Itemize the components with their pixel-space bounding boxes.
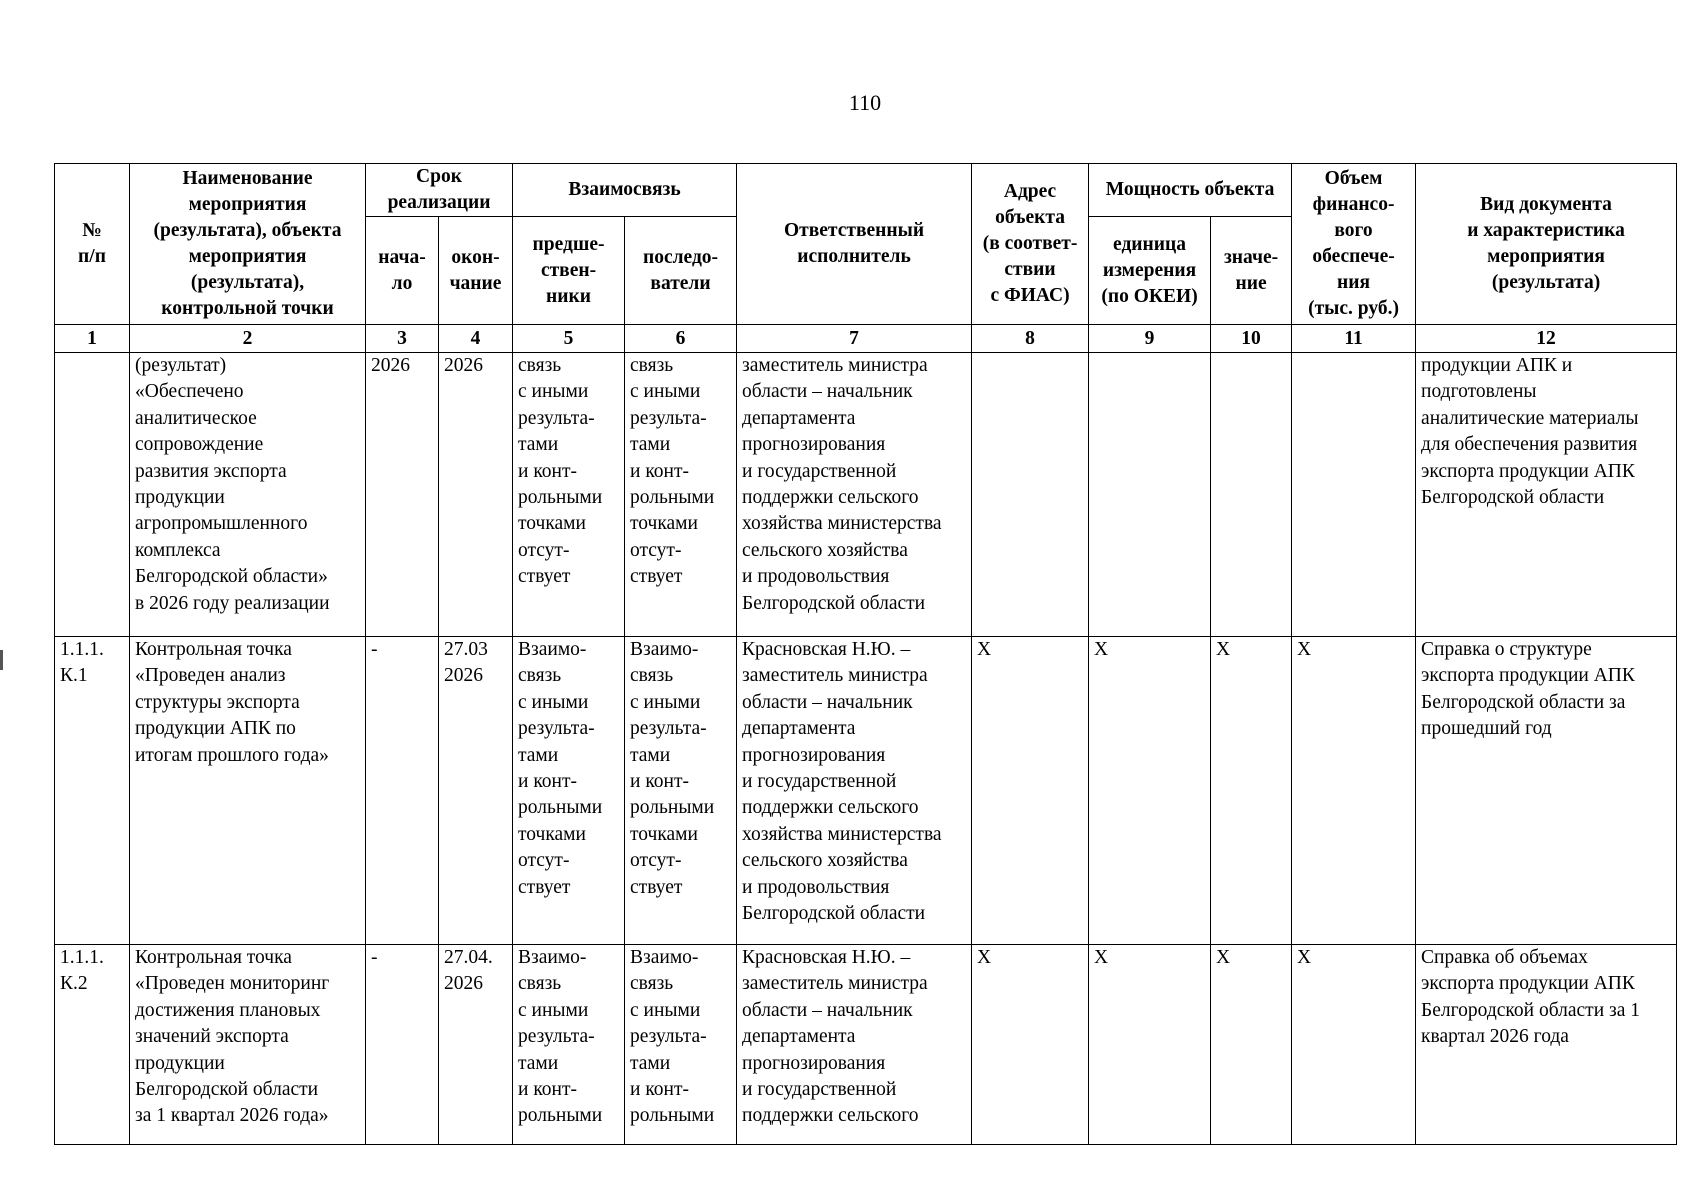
- cell-name: (результат) «Обеспечено аналитическое сопровождение развития экспорта продукции агропромышленного комплекса Белгородской области» в 2026 году реализации: [130, 353, 366, 637]
- header-term: Срок реализации: [366, 164, 513, 217]
- column-number: 9: [1089, 325, 1211, 353]
- column-number: 1: [55, 325, 130, 353]
- header-responsible: Ответственный исполнитель: [737, 164, 972, 325]
- cell-name: Контрольная точка «Проведен мониторинг достижения плановых значений экспорта продукции Белгородской области за 1 квартал 2026 года»: [130, 945, 366, 1145]
- scan-margin-mark: [0, 650, 3, 670]
- cell-value: Х: [1211, 945, 1292, 1145]
- header-power: Мощность объекта: [1089, 164, 1292, 217]
- column-number: 7: [737, 325, 972, 353]
- cell-finance: [1292, 353, 1416, 637]
- header-num: № п/п: [55, 164, 130, 325]
- cell-address: Х: [972, 637, 1089, 945]
- cell-address: Х: [972, 945, 1089, 1145]
- cell-unit: Х: [1089, 945, 1211, 1145]
- cell-document: Справка об объемах экспорта продукции АПК Белгородской области за 1 квартал 2026 года: [1416, 945, 1677, 1145]
- cell-end: 27.04. 2026: [439, 945, 513, 1145]
- cell-end: 27.03 2026: [439, 637, 513, 945]
- header-name: Наименование мероприятия (результата), объекта мероприятия (результата), контрольной точки: [130, 164, 366, 325]
- cell-predecessors: связь с иными результа- тами и конт- рольными точками отсут- ствует: [513, 353, 625, 637]
- column-number: 12: [1416, 325, 1677, 353]
- header-address: Адрес объекта (в соответ- ствии с ФИАС): [972, 164, 1089, 325]
- cell-predecessors: Взаимо- связь с иными результа- тами и конт- рольными: [513, 945, 625, 1145]
- cell-value: Х: [1211, 637, 1292, 945]
- cell-successors: связь с иными результа- тами и конт- рольными точками отсут- ствует: [625, 353, 737, 637]
- cell-successors: Взаимо- связь с иными результа- тами и конт- рольными точками отсут- ствует: [625, 637, 737, 945]
- column-number: 2: [130, 325, 366, 353]
- header-link-successors: последо- ватели: [625, 217, 737, 325]
- cell-finance: Х: [1292, 637, 1416, 945]
- header-finance: Объем финансо- вого обеспече- ния (тыс. руб.): [1292, 164, 1416, 325]
- cell-responsible: Красновская Н.Ю. – заместитель министра области – начальник департамента прогнозирования и государственной поддержки сельского хозяйства министерства сельского хозяйства и продовольствия Белгородской области: [737, 637, 972, 945]
- cell-value: [1211, 353, 1292, 637]
- header-power-unit: единица измерения (по ОКЕИ): [1089, 217, 1211, 325]
- cell-address: [972, 353, 1089, 637]
- header-document: Вид документа и характеристика мероприятия (результата): [1416, 164, 1677, 325]
- column-number: 11: [1292, 325, 1416, 353]
- page-number: 110: [848, 90, 882, 115]
- cell-document: Справка о структуре экспорта продукции АПК Белгородской области за прошедший год: [1416, 637, 1677, 945]
- column-number: 8: [972, 325, 1089, 353]
- cell-responsible: заместитель министра области – начальник департамента прогнозирования и государственной поддержки сельского хозяйства министерства сельского хозяйства и продовольствия Белгородской области: [737, 353, 972, 637]
- column-number: 4: [439, 325, 513, 353]
- cell-start: 2026: [366, 353, 439, 637]
- header-term-start: нача- ло: [366, 217, 439, 325]
- cell-end: 2026: [439, 353, 513, 637]
- column-number: 6: [625, 325, 737, 353]
- cell-successors: Взаимо- связь с иными результа- тами и конт- рольными: [625, 945, 737, 1145]
- table-row: [55, 637, 1677, 945]
- header-link-predecessors: предше- ствен- ники: [513, 217, 625, 325]
- table-row: [55, 945, 1677, 1145]
- cell-predecessors: Взаимо- связь с иными результа- тами и конт- рольными точками отсут- ствует: [513, 637, 625, 945]
- column-number: 10: [1211, 325, 1292, 353]
- cell-responsible: Красновская Н.Ю. – заместитель министра области – начальник департамента прогнозирования и государственной поддержки сельского: [737, 945, 972, 1145]
- cell-document: продукции АПК и подготовлены аналитические материалы для обеспечения развития экспорта продукции АПК Белгородской области: [1416, 353, 1677, 637]
- cell-start: -: [366, 945, 439, 1145]
- plan-table: [54, 163, 1677, 1145]
- table-row: [55, 353, 1677, 637]
- cell-unit: [1089, 353, 1211, 637]
- cell-num: 1.1.1. К.1: [55, 637, 130, 945]
- cell-name: Контрольная точка «Проведен анализ структуры экспорта продукции АПК по итогам прошлого года»: [130, 637, 366, 945]
- header-link: Взаимосвязь: [513, 164, 737, 217]
- cell-num: 1.1.1. К.2: [55, 945, 130, 1145]
- header-term-end: окон- чание: [439, 217, 513, 325]
- column-number: 3: [366, 325, 439, 353]
- header-power-value: значе- ние: [1211, 217, 1292, 325]
- cell-num: [55, 353, 130, 637]
- cell-start: -: [366, 637, 439, 945]
- cell-unit: Х: [1089, 637, 1211, 945]
- cell-finance: Х: [1292, 945, 1416, 1145]
- column-number: 5: [513, 325, 625, 353]
